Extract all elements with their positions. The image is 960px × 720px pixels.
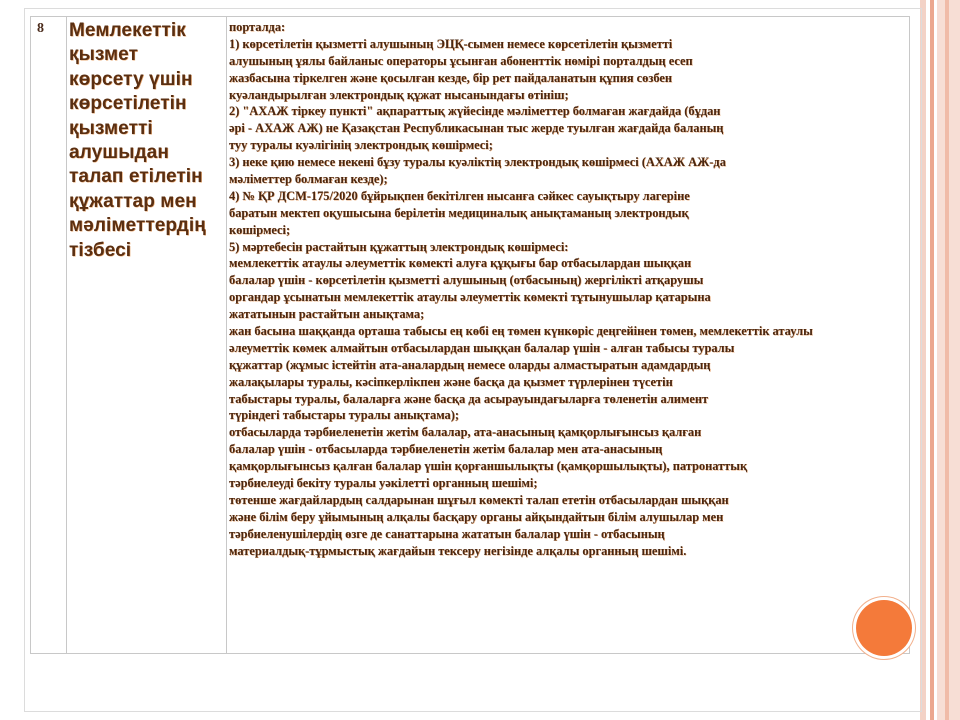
body-line: мемлекеттік атаулы әлеуметтік көмекті алуға құқығы бар отбасылардан шыққан <box>229 256 692 271</box>
stripe <box>945 0 949 720</box>
body-line: қамқорлығынсыз қалған балалар үшін қорғаншылықты (қамқоршылықты), патронаттық <box>229 459 748 474</box>
body-line: жазбасына тіркелген және қосылған кезде, бір рет пайдаланатын құпия сөзбен <box>229 70 673 85</box>
title-line: Мемлекеттік <box>69 20 186 41</box>
body-line: материалдық-тұрмыстық жағдайын тексеру негізінде алқалы органның шешімі. <box>229 543 687 558</box>
body-line: және білім беру ұйымының алқалы басқару органы айқындайтын білім алушылар мен <box>229 509 724 524</box>
body-cell <box>226 16 910 654</box>
orange-circle-decoration <box>856 600 912 656</box>
title-line: көрсетілетін <box>69 93 187 115</box>
body-line: тәрбиелеуді бекіту туралы уәкілетті органның шешімі; <box>229 476 538 491</box>
title-line: көрсету үшін <box>69 68 193 90</box>
requirement-title <box>67 17 226 263</box>
body-line: балалар үшін - отбасыларда тәрбиеленетін жетім балалар мен ата-анасының <box>229 442 663 457</box>
row-number: 8 <box>37 21 44 36</box>
row-number-cell <box>30 16 66 654</box>
title-line: қызметті <box>69 117 153 139</box>
title-line: құжаттар мен <box>69 190 197 212</box>
body-line: әрі - АХАЖ АЖ) не Қазақстан Республикасынан тыс жерде туылған жағдайда баланың <box>229 121 724 136</box>
body-line: 1) көрсетілетін қызметті алушының ЭЦҚ-сымен немесе көрсетілетін қызметті <box>229 36 673 51</box>
body-line: отбасыларда тәрбиеленетін жетім балалар, ата-анасының қамқорлығынсыз қалған <box>229 425 702 440</box>
title-line: мәліметтердің <box>69 215 206 237</box>
body-line: туу туралы куәлігінің электрондық көшірмесі; <box>229 138 493 153</box>
body-line: жан басына шаққанда орташа табысы ең көбі ең төмен күнкөріс деңгейінен төмен, мемлекеттік атаулы <box>229 324 813 339</box>
body-line: түріндегі табыстары туралы анықтама); <box>229 408 460 423</box>
title-cell <box>66 16 226 654</box>
body-line: 3) неке қию немесе некені бұзу туралы куәліктің электрондық көшірмесі (АХАЖ АЖ-да <box>229 155 726 170</box>
body-line: баратын мектеп оқушысына берілетін медициналық анықтаманың электрондық <box>229 205 689 220</box>
body-line: төтенше жағдайлардың салдарынан шұғыл көмекті талап ететін отбасылардан шыққан <box>229 492 729 507</box>
body-line: әлеуметтік көмек алмайтын отбасылардан шыққан балалар үшін - алған табысы туралы <box>229 340 735 355</box>
body-line: табыстары туралы, балаларға және басқа да асырауындағыларға төленетін алимент <box>229 391 709 406</box>
requirement-description <box>227 17 909 560</box>
body-line: алушының ұялы байланыс операторы ұсынған абоненттік нөмірі порталдың есеп <box>229 53 693 68</box>
body-line: мәліметтер болмаған кезде); <box>229 172 388 187</box>
body-line: порталда: <box>229 20 286 34</box>
body-line: 2) "АХАЖ тіркеу пункті" ақпараттық жүйесінде мәліметтер болмаған жағдайда (бұдан <box>229 104 721 119</box>
body-line: жататынын растайтын анықтама; <box>229 307 425 322</box>
body-line: құжаттар (жұмыс істейтін ата-аналардың немесе оларды алмастыратын адамдардың <box>229 357 711 372</box>
stripe <box>930 0 934 720</box>
title-line: алушыдан <box>69 142 169 164</box>
body-line: 4) № ҚР ДСМ-175/2020 бұйрықпен бекітілген нысанға сәйкес сауықтыру лагеріне <box>229 188 690 203</box>
body-line: балалар үшін - көрсетілетін қызметті алушының (отбасының) жергілікті атқарушы <box>229 273 704 288</box>
body-line: көшірмесі; <box>229 222 291 237</box>
decorative-side-stripes <box>920 0 960 720</box>
title-line: қызмет <box>69 44 138 66</box>
document-table <box>30 16 910 654</box>
body-line: куәландырылған электрондық құжат нысанындағы өтініш; <box>229 87 569 102</box>
body-line: органдар ұсынатын мемлекеттік атаулы әлеуметтік көмекті тұтынушылар қатарына <box>229 290 711 305</box>
body-line: тәрбиеленушілердің өзге де санаттарына жататын балалар үшін - отбасының <box>229 526 665 541</box>
body-line: жалақылары туралы, кәсіпкерлікпен және басқа да қызмет түрлерінен түсетін <box>229 374 673 389</box>
body-line: 5) мәртебесін растайтын құжаттың электрондық көшірмесі: <box>229 239 569 254</box>
title-line: тізбесі <box>69 239 132 261</box>
title-line: талап етілетін <box>69 166 203 188</box>
